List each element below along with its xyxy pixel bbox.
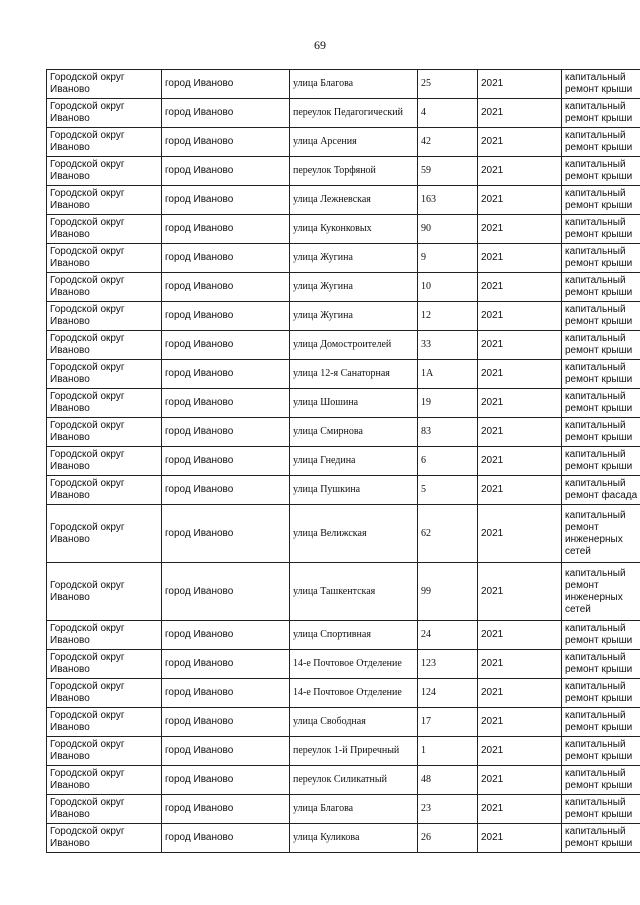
cell-city: город Иваново (162, 99, 290, 128)
table-row (47, 331, 640, 360)
cell-okrug: Городской округ Иваново (47, 708, 162, 737)
table-row (47, 737, 640, 766)
cell-street: улица Благова (290, 70, 418, 99)
cell-street: улица Благова (290, 795, 418, 824)
cell-okrug: Городской округ Иваново (47, 476, 162, 505)
cell-city: город Иваново (162, 824, 290, 853)
cell-okrug: Городской округ Иваново (47, 621, 162, 650)
cell-work: капитальный ремонт крыши (562, 766, 640, 795)
cell-street: улица Велижская (290, 505, 418, 563)
table-row (47, 679, 640, 708)
cell-okrug: Городской округ Иваново (47, 244, 162, 273)
cell-okrug: Городской округ Иваново (47, 650, 162, 679)
cell-house: 9 (418, 244, 478, 273)
cell-city: город Иваново (162, 128, 290, 157)
cell-house: 33 (418, 331, 478, 360)
cell-year: 2021 (478, 766, 562, 795)
cell-city: город Иваново (162, 360, 290, 389)
cell-street: улица Жугина (290, 244, 418, 273)
cell-city: город Иваново (162, 447, 290, 476)
cell-year: 2021 (478, 650, 562, 679)
cell-year: 2021 (478, 563, 562, 621)
cell-work: капитальный ремонт крыши (562, 389, 640, 418)
cell-work: капитальный ремонт крыши (562, 621, 640, 650)
cell-year: 2021 (478, 215, 562, 244)
cell-street: улица Жугина (290, 273, 418, 302)
cell-street: улица Ташкентская (290, 563, 418, 621)
cell-okrug: Городской округ Иваново (47, 737, 162, 766)
cell-city: город Иваново (162, 621, 290, 650)
cell-house: 17 (418, 708, 478, 737)
cell-house: 42 (418, 128, 478, 157)
cell-street: улица Гнедина (290, 447, 418, 476)
cell-year: 2021 (478, 157, 562, 186)
cell-house: 163 (418, 186, 478, 215)
cell-okrug: Городской округ Иваново (47, 331, 162, 360)
cell-okrug: Городской округ Иваново (47, 99, 162, 128)
cell-year: 2021 (478, 273, 562, 302)
cell-year: 2021 (478, 244, 562, 273)
cell-house: 19 (418, 389, 478, 418)
cell-year: 2021 (478, 70, 562, 99)
cell-street: 14-е Почтовое Отделение (290, 650, 418, 679)
cell-year: 2021 (478, 302, 562, 331)
cell-city: город Иваново (162, 650, 290, 679)
cell-house: 23 (418, 795, 478, 824)
cell-work: капитальный ремонт крыши (562, 99, 640, 128)
cell-city: город Иваново (162, 215, 290, 244)
cell-work: капитальный ремонт крыши (562, 418, 640, 447)
cell-street: улица Лежневская (290, 186, 418, 215)
cell-year: 2021 (478, 99, 562, 128)
cell-city: город Иваново (162, 157, 290, 186)
cell-work: капитальный ремонт крыши (562, 737, 640, 766)
cell-city: город Иваново (162, 273, 290, 302)
cell-house: 62 (418, 505, 478, 563)
cell-work: капитальный ремонт крыши (562, 679, 640, 708)
cell-year: 2021 (478, 128, 562, 157)
table-row (47, 244, 640, 273)
cell-street: улица Куликова (290, 824, 418, 853)
cell-work: капитальный ремонт крыши (562, 302, 640, 331)
cell-year: 2021 (478, 389, 562, 418)
cell-city: город Иваново (162, 418, 290, 447)
cell-city: город Иваново (162, 563, 290, 621)
table-row (47, 418, 640, 447)
cell-house: 1А (418, 360, 478, 389)
cell-street: улица Куконковых (290, 215, 418, 244)
cell-year: 2021 (478, 824, 562, 853)
cell-street: улица Свободная (290, 708, 418, 737)
cell-work: капитальный ремонт крыши (562, 186, 640, 215)
cell-work: капитальный ремонт крыши (562, 824, 640, 853)
cell-year: 2021 (478, 708, 562, 737)
cell-street: улица Арсения (290, 128, 418, 157)
cell-year: 2021 (478, 476, 562, 505)
cell-street: переулок Педагогический (290, 99, 418, 128)
table-row (47, 360, 640, 389)
cell-work: капитальный ремонт крыши (562, 795, 640, 824)
cell-house: 6 (418, 447, 478, 476)
table-row (47, 215, 640, 244)
table-row (47, 128, 640, 157)
table-row (47, 302, 640, 331)
cell-city: город Иваново (162, 389, 290, 418)
table-row (47, 708, 640, 737)
cell-work: капитальный ремонт инженерных сетей (562, 563, 640, 621)
table-row (47, 447, 640, 476)
cell-house: 26 (418, 824, 478, 853)
cell-house: 123 (418, 650, 478, 679)
cell-city: город Иваново (162, 679, 290, 708)
cell-street: улица Домостроителей (290, 331, 418, 360)
table-row (47, 70, 640, 99)
cell-year: 2021 (478, 505, 562, 563)
cell-city: город Иваново (162, 737, 290, 766)
cell-okrug: Городской округ Иваново (47, 215, 162, 244)
table-row (47, 824, 640, 853)
cell-city: город Иваново (162, 766, 290, 795)
cell-house: 1 (418, 737, 478, 766)
table-row (47, 766, 640, 795)
cell-year: 2021 (478, 795, 562, 824)
cell-house: 90 (418, 215, 478, 244)
table-row (47, 389, 640, 418)
cell-city: город Иваново (162, 708, 290, 737)
page-number: 69 (314, 38, 326, 52)
cell-street: переулок Торфяной (290, 157, 418, 186)
cell-work: капитальный ремонт инженерных сетей (562, 505, 640, 563)
cell-okrug: Городской округ Иваново (47, 186, 162, 215)
cell-okrug: Городской округ Иваново (47, 563, 162, 621)
cell-okrug: Городской округ Иваново (47, 70, 162, 99)
cell-street: улица 12-я Санаторная (290, 360, 418, 389)
cell-house: 25 (418, 70, 478, 99)
cell-house: 59 (418, 157, 478, 186)
cell-street: улица Смирнова (290, 418, 418, 447)
cell-work: капитальный ремонт крыши (562, 244, 640, 273)
cell-house: 10 (418, 273, 478, 302)
cell-okrug: Городской округ Иваново (47, 766, 162, 795)
cell-street: улица Пушкина (290, 476, 418, 505)
cell-house: 83 (418, 418, 478, 447)
table-body (47, 70, 640, 853)
cell-okrug: Городской округ Иваново (47, 360, 162, 389)
cell-year: 2021 (478, 186, 562, 215)
cell-street: улица Шошина (290, 389, 418, 418)
cell-city: город Иваново (162, 244, 290, 273)
cell-city: город Иваново (162, 505, 290, 563)
cell-house: 4 (418, 99, 478, 128)
cell-work: капитальный ремонт фасада (562, 476, 640, 505)
table-row (47, 186, 640, 215)
cell-work: капитальный ремонт крыши (562, 70, 640, 99)
cell-city: город Иваново (162, 476, 290, 505)
cell-work: капитальный ремонт крыши (562, 708, 640, 737)
cell-work: капитальный ремонт крыши (562, 360, 640, 389)
cell-street: улица Спортивная (290, 621, 418, 650)
cell-city: город Иваново (162, 70, 290, 99)
cell-work: капитальный ремонт крыши (562, 157, 640, 186)
cell-okrug: Городской округ Иваново (47, 505, 162, 563)
table-row (47, 157, 640, 186)
cell-year: 2021 (478, 737, 562, 766)
cell-city: город Иваново (162, 302, 290, 331)
cell-house: 12 (418, 302, 478, 331)
cell-okrug: Городской округ Иваново (47, 824, 162, 853)
table-row (47, 99, 640, 128)
cell-work: капитальный ремонт крыши (562, 447, 640, 476)
cell-work: капитальный ремонт крыши (562, 650, 640, 679)
cell-street: переулок 1-й Приречный (290, 737, 418, 766)
table-row (47, 273, 640, 302)
table-row (47, 621, 640, 650)
cell-house: 24 (418, 621, 478, 650)
cell-house: 48 (418, 766, 478, 795)
table-row (47, 795, 640, 824)
cell-okrug: Городской округ Иваново (47, 128, 162, 157)
cell-house: 5 (418, 476, 478, 505)
cell-year: 2021 (478, 331, 562, 360)
cell-street: 14-е Почтовое Отделение (290, 679, 418, 708)
table-row (47, 505, 640, 563)
cell-house: 124 (418, 679, 478, 708)
cell-okrug: Городской округ Иваново (47, 302, 162, 331)
cell-city: город Иваново (162, 331, 290, 360)
cell-street: переулок Силикатный (290, 766, 418, 795)
cell-city: город Иваново (162, 795, 290, 824)
cell-year: 2021 (478, 418, 562, 447)
cell-work: капитальный ремонт крыши (562, 215, 640, 244)
cell-okrug: Городской округ Иваново (47, 679, 162, 708)
cell-city: город Иваново (162, 186, 290, 215)
cell-okrug: Городской округ Иваново (47, 273, 162, 302)
cell-okrug: Городской округ Иваново (47, 389, 162, 418)
cell-okrug: Городской округ Иваново (47, 795, 162, 824)
cell-year: 2021 (478, 447, 562, 476)
cell-street: улица Жугина (290, 302, 418, 331)
cell-work: капитальный ремонт крыши (562, 128, 640, 157)
repair-table (46, 69, 640, 853)
cell-okrug: Городской округ Иваново (47, 447, 162, 476)
table-row (47, 563, 640, 621)
table-row (47, 650, 640, 679)
cell-house: 99 (418, 563, 478, 621)
cell-work: капитальный ремонт крыши (562, 273, 640, 302)
cell-year: 2021 (478, 621, 562, 650)
cell-year: 2021 (478, 679, 562, 708)
cell-okrug: Городской округ Иваново (47, 418, 162, 447)
cell-work: капитальный ремонт крыши (562, 331, 640, 360)
cell-okrug: Городской округ Иваново (47, 157, 162, 186)
cell-year: 2021 (478, 360, 562, 389)
table-row (47, 476, 640, 505)
